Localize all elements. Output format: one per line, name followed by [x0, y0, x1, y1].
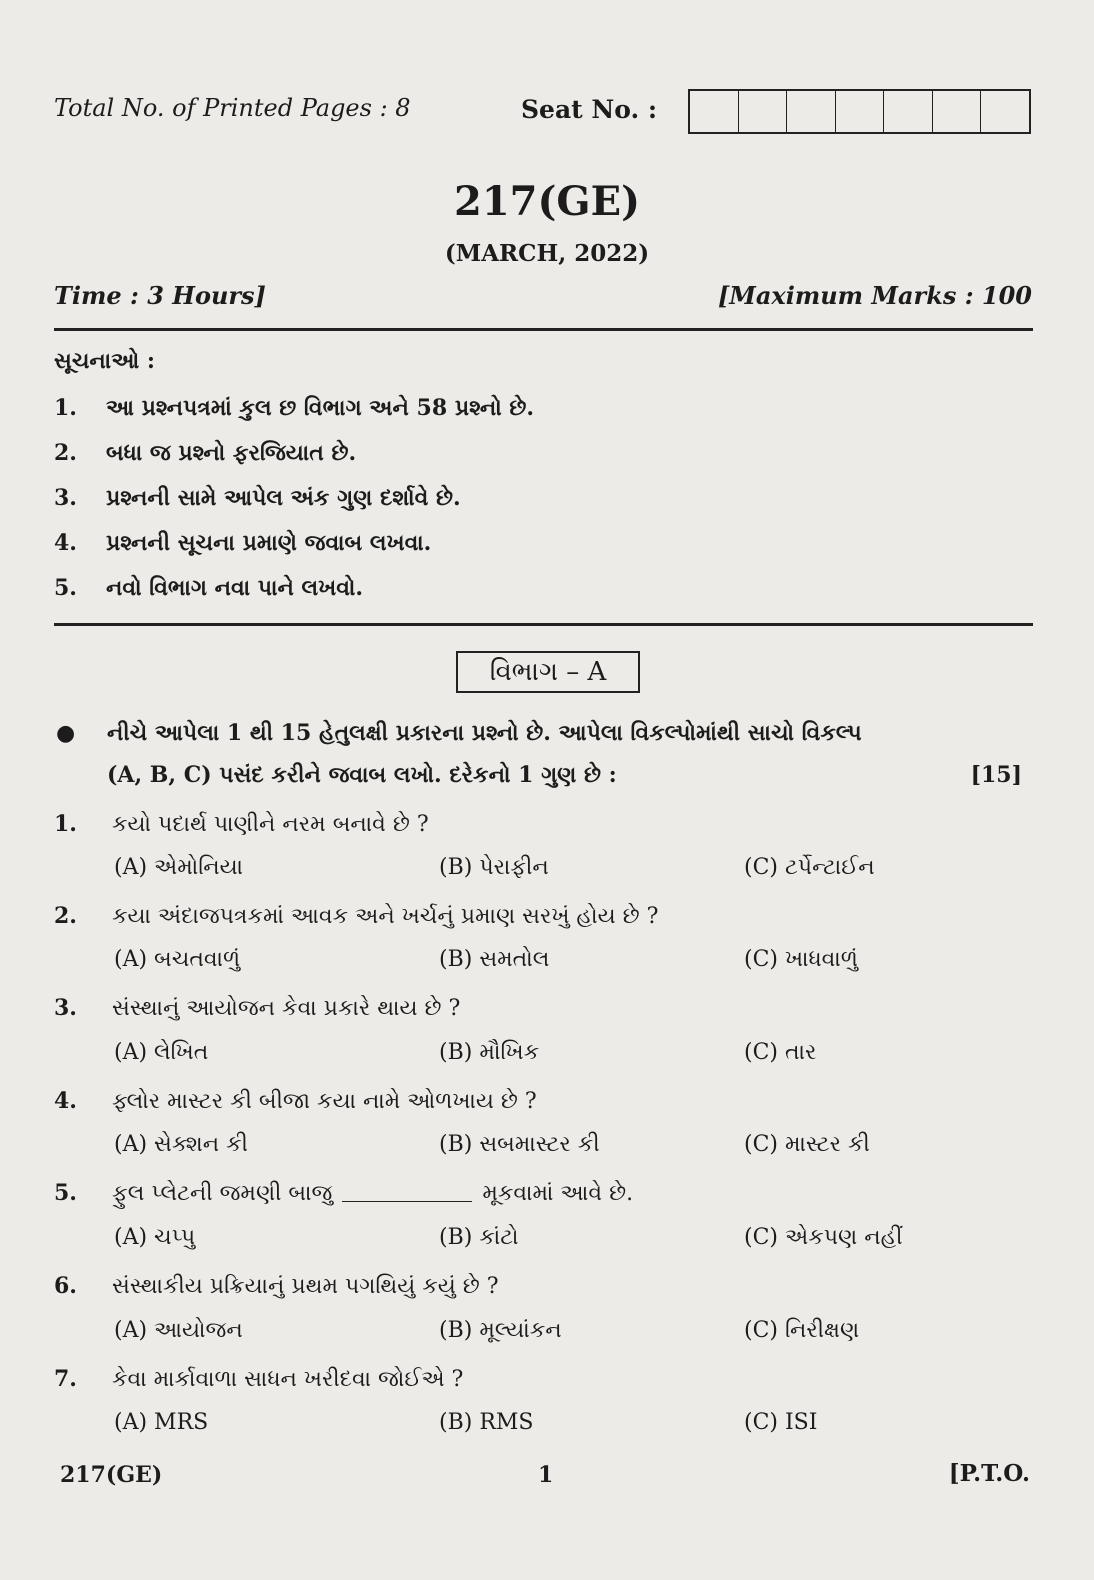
option-a[interactable]: (A) ચપ્પુ	[114, 1225, 196, 1250]
instructions-heading: સૂચનાઓ :	[54, 348, 155, 374]
question-6	[54, 1273, 499, 1299]
question-number: 7.	[54, 1366, 77, 1392]
section-directive-line2: (A, B, C) પસંદ કરીને જવાબ લખો. દરેકનો 1 ગુણ છે :	[107, 762, 617, 788]
option-a[interactable]: (A) બચતવાળું	[114, 947, 241, 972]
option-b[interactable]: (B) સમતોલ	[439, 947, 550, 972]
instruction-item	[54, 575, 363, 601]
question-text-after-blank: મૂકવામાં આવે છે.	[482, 1181, 634, 1206]
seat-box[interactable]	[836, 91, 885, 132]
question-2	[54, 903, 658, 929]
section-marks: [15]	[970, 762, 1022, 788]
bullet-icon: ●	[56, 720, 76, 746]
instruction-text: બધા જ પ્રશ્નો ફરજિયાત છે.	[106, 440, 357, 466]
seat-box[interactable]	[933, 91, 982, 132]
section-title: વિભાગ – A	[489, 656, 607, 687]
instruction-number: 3.	[54, 485, 77, 511]
question-text: કયા અંદાજપત્રકમાં આવક અને ખર્ચનું પ્રમાણ સરખું હોય છે ?	[112, 904, 659, 929]
instruction-text: પ્રશ્નની સામે આપેલ અંક ગુણ દર્શાવે છે.	[106, 485, 461, 511]
section-directive-line1: નીચે આપેલા 1 થી 15 હેતુલક્ષી પ્રકારના પ્રશ્નો છે. આપેલા વિકલ્પોમાંથી સાચો વિકલ્પ	[107, 720, 862, 746]
instruction-number: 5.	[54, 575, 77, 601]
option-c[interactable]: (C) ISI	[744, 1410, 818, 1435]
question-number: 2.	[54, 903, 77, 929]
question-1	[54, 811, 429, 837]
exam-date: (MARCH, 2022)	[444, 240, 650, 267]
option-c[interactable]: (C) એકપણ નહીં	[744, 1225, 903, 1250]
option-a[interactable]: (A) MRS	[114, 1410, 209, 1435]
option-a[interactable]: (A) એમોનિયા	[114, 855, 244, 880]
question-text: સંસ્થાનું આયોજન કેવા પ્રકારે થાય છે ?	[112, 996, 461, 1021]
seat-box[interactable]	[884, 91, 933, 132]
option-b[interactable]: (B) મૌખિક	[439, 1040, 540, 1065]
question-number: 3.	[54, 995, 77, 1021]
max-marks-text: [Maximum Marks : 100	[717, 281, 1032, 310]
option-c[interactable]: (C) નિરીક્ષણ	[744, 1318, 860, 1343]
question-text: કયો પદાર્થ પાણીને નરમ બનાવે છે ?	[112, 812, 429, 837]
option-b[interactable]: (B) RMS	[439, 1410, 534, 1435]
seat-box[interactable]	[690, 91, 739, 132]
answer-blank	[342, 1201, 472, 1202]
option-c[interactable]: (C) માસ્ટર કી	[744, 1132, 870, 1157]
question-text: સંસ્થાકીય પ્રક્રિયાનું પ્રથમ પગથિયું કયું છે ?	[112, 1274, 499, 1299]
seat-no-label: Seat No. :	[521, 95, 658, 124]
pto-label: [P.T.O.	[948, 1460, 1030, 1487]
seat-box[interactable]	[739, 91, 788, 132]
question-number: 4.	[54, 1088, 77, 1114]
page-number: 1	[538, 1462, 554, 1488]
instruction-text: પ્રશ્નની સૂચના પ્રમાણે જવાબ લખવા.	[106, 530, 432, 556]
option-a[interactable]: (A) આયોજન	[114, 1318, 243, 1343]
instruction-item	[54, 440, 356, 466]
option-a[interactable]: (A) સેક્શન કી	[114, 1132, 248, 1157]
instruction-number: 1.	[54, 395, 77, 421]
question-text: ફ્લોર માસ્ટર કી બીજા કયા નામે ઓળખાય છે ?	[112, 1089, 537, 1114]
seat-box[interactable]	[981, 91, 1029, 132]
paper-code-title: 217(GE)	[454, 178, 640, 225]
instruction-number: 2.	[54, 440, 77, 466]
question-7	[54, 1366, 463, 1392]
time-text: Time : 3 Hours]	[54, 281, 266, 310]
option-c[interactable]: (C) ટર્પેન્ટાઈન	[744, 855, 875, 880]
footer-paper-code: 217(GE)	[60, 1462, 163, 1488]
instruction-item	[54, 485, 461, 511]
question-4	[54, 1088, 537, 1114]
instructions-divider	[54, 623, 1033, 626]
option-b[interactable]: (B) પેરાફીન	[439, 855, 549, 880]
seat-number-boxes[interactable]	[688, 89, 1031, 134]
printed-pages-text: Total No. of Printed Pages : 8	[54, 94, 411, 122]
question-text: કેવા માર્કાવાળા સાધન ખરીદવા જોઈએ ?	[112, 1367, 464, 1392]
option-c[interactable]: (C) તાર	[744, 1040, 817, 1065]
question-number: 5.	[54, 1180, 77, 1206]
option-b[interactable]: (B) મૂલ્યાંકન	[439, 1318, 562, 1343]
question-number: 1.	[54, 811, 77, 837]
instruction-text: નવો વિભાગ નવા પાને લખવો.	[106, 575, 364, 601]
option-b[interactable]: (B) સબમાસ્ટર કી	[439, 1132, 600, 1157]
header-divider	[54, 328, 1033, 331]
question-5	[54, 1180, 633, 1206]
question-text-before-blank: ફુલ પ્લેટની જમણી બાજુ	[112, 1181, 333, 1206]
instruction-item	[54, 395, 534, 421]
option-b[interactable]: (B) કાંટો	[439, 1225, 519, 1250]
instruction-number: 4.	[54, 530, 77, 556]
seat-box[interactable]	[787, 91, 836, 132]
option-c[interactable]: (C) ખાધવાળું	[744, 947, 858, 972]
question-number: 6.	[54, 1273, 77, 1299]
option-a[interactable]: (A) લેખિત	[114, 1040, 209, 1065]
instruction-item	[54, 530, 431, 556]
section-title-box	[456, 651, 640, 693]
instruction-text: આ પ્રશ્નપત્રમાં કુલ છ વિભાગ અને 58 પ્રશ્નો છે.	[106, 395, 535, 421]
question-3	[54, 995, 460, 1021]
